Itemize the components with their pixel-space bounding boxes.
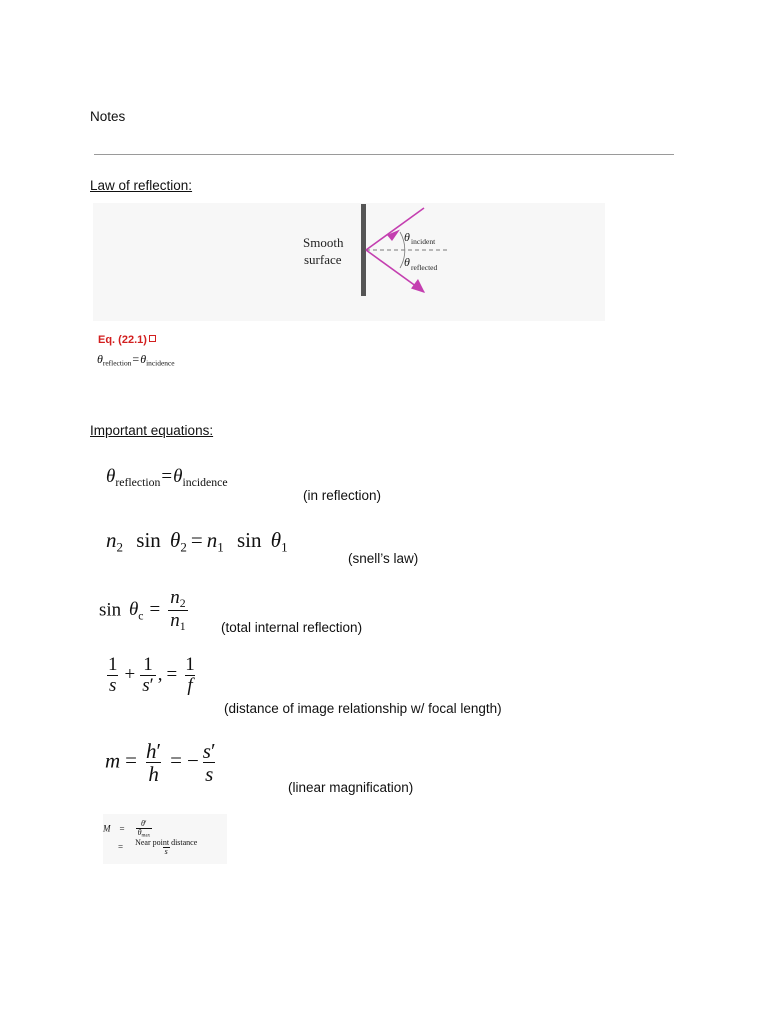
subscript-incidence: incidence [146,358,175,368]
equals-sign: = [132,352,140,366]
denominator-s: s [142,674,150,696]
incident-arrowhead [387,230,400,242]
horizontal-divider [94,154,674,155]
caption-thin-lens: (distance of image relationship w/ focal length) [224,701,502,716]
theta-symbol: θ [173,466,183,487]
theta-symbol: θ [106,466,116,487]
s-symbol: s [164,847,168,857]
fraction-s-prime-over-s [201,740,218,785]
section-title-reflection: Law of reflection: [90,178,193,193]
numerator-one: 1 [143,654,153,675]
subscript-c: c [138,609,144,623]
caption-total-internal-reflection: (total internal reflection) [221,620,363,635]
subscript-reflection: reflection [115,476,161,490]
comma: , [157,663,163,685]
prime-mark: ′ [156,739,162,763]
theta-symbol: θ [140,819,145,828]
s-symbol: s [205,762,214,787]
smooth-label: Smooth [303,235,344,250]
denominator-s: s [109,674,117,696]
M-symbol: M [103,823,111,834]
numerator-one: 1 [185,654,195,675]
reflection-diagram [93,203,605,321]
n-symbol: n [206,528,218,552]
sin-function: sin [136,528,161,552]
prime-mark: ′ [149,674,154,696]
n-symbol: n [106,528,117,552]
fraction-n2-over-n1 [168,588,187,634]
subscript-1: 1 [217,539,224,555]
sin-function: sin [99,599,122,621]
caption-snells-law: (snell’s law) [348,551,419,566]
equals-sign: = [125,748,138,773]
fraction-1-over-f [183,655,197,696]
equation-reflection [106,466,228,490]
numerator-one: 1 [108,654,118,675]
minus-sign: − [186,748,199,773]
reflected-subscript: reflected [411,263,438,272]
subscript-2: 2 [179,597,186,611]
equals-sign: = [166,663,178,685]
n-symbol: n [170,610,180,632]
theta-reflected-symbol: θ [404,255,410,269]
equation-snells-law [106,528,288,556]
equation-reference-label: Eq. (22.1) [98,334,147,346]
theta-symbol: θ [137,828,142,838]
equals-sign: = [190,528,203,552]
page-title: Notes [90,109,126,124]
smooth-surface [361,204,366,296]
h-symbol: h [146,739,157,763]
equation-reference[interactable] [98,334,156,346]
subscript-2: 2 [116,539,124,555]
denominator-f: f [187,674,193,696]
equation-linear-magnification [105,740,220,785]
theta-symbol: θ [170,528,181,552]
equals-sign: = [149,599,161,621]
n-symbol: n [170,587,180,608]
sin-function: sin [236,528,262,552]
prime-mark: ′ [210,739,216,763]
fraction-1-over-s-prime [140,655,156,696]
caption-in-reflection: (in reflection) [303,488,382,503]
s-symbol: s [202,739,211,763]
h-symbol: h [148,762,159,787]
surface-label: surface [304,252,342,267]
theta-symbol: θ [97,352,103,366]
plus-sign: + [124,663,136,685]
fraction-h-prime-over-h [144,740,163,785]
external-link-icon [149,335,156,342]
equals-sign: = [118,841,124,852]
equation-total-internal-reflection [99,588,190,634]
equals-sign: = [161,466,173,487]
incident-subscript: incident [411,237,436,246]
equals-sign: = [170,748,182,773]
reflection-diagram-panel [93,203,605,321]
equation-thin-lens [104,655,199,696]
theta-incident-symbol: θ [404,230,410,244]
prime-mark: ′ [144,819,147,828]
section-title-important: Important equations: [90,423,214,438]
subscript-max: max [141,834,151,840]
caption-linear-magnification: (linear magnification) [288,780,414,795]
subscript-reflection: reflection [102,358,132,368]
theta-symbol: θ [140,352,147,366]
theta-symbol: θ [128,599,139,621]
m-symbol: m [105,748,121,773]
equation-angular-magnification [103,814,227,864]
subscript-1: 1 [281,539,288,555]
subscript-1: 1 [179,620,186,634]
fraction-near-point-over-s [133,839,199,857]
fraction-theta-prime-over-theta-max [136,820,152,839]
fraction-1-over-s [106,655,120,696]
theta-symbol: θ [270,528,282,552]
near-point-distance: Near point distance [135,838,198,847]
subscript-2: 2 [180,539,187,555]
reflection-equation-small [97,352,175,368]
subscript-incidence: incidence [182,476,228,490]
equals-sign: = [119,823,125,834]
reflected-arrowhead [411,279,425,293]
